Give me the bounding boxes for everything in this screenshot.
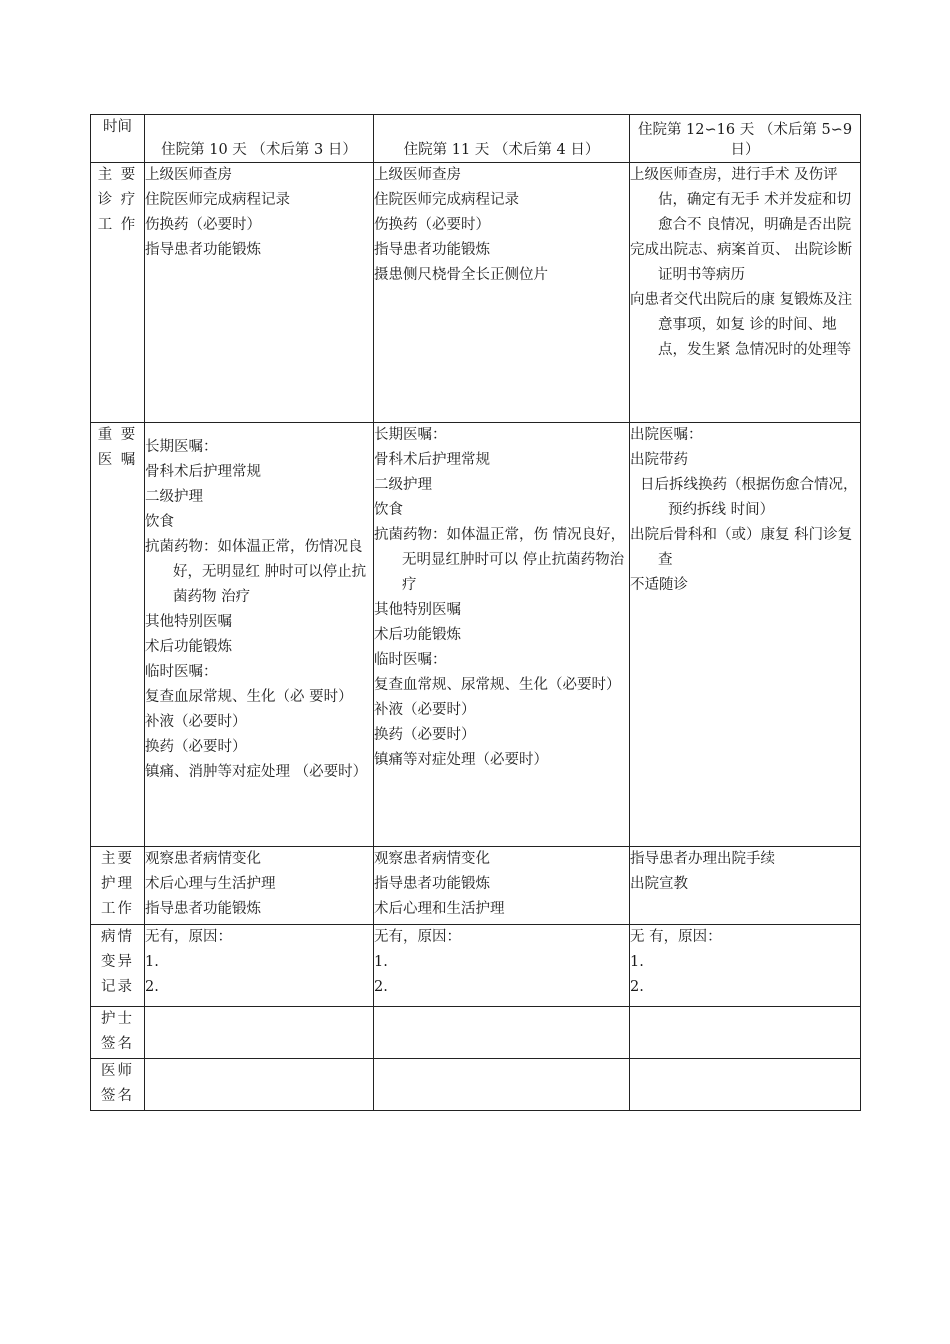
list-item: 指导患者功能锻炼	[374, 876, 490, 892]
nurse-signature-row	[91, 1007, 861, 1059]
list-item: 1.	[630, 954, 644, 970]
list-item: 抗菌药物：如体温正常，伤 情况良好，无明显红肿时可以 停止抗菌药物治疗	[374, 527, 626, 593]
row-label-line: 医师	[101, 1063, 134, 1079]
time-label: 时间	[103, 119, 132, 135]
row-label-line: 病情	[101, 929, 134, 945]
row-label-line: 签名	[101, 1088, 134, 1104]
list-item: 住院医师完成病程记录	[374, 192, 519, 208]
list-item: 1.	[374, 954, 388, 970]
orders-row	[91, 423, 861, 847]
header-row	[91, 115, 861, 163]
clinical-pathway-table	[90, 114, 861, 1111]
row-label-line: 护理	[101, 876, 134, 892]
variation-row	[91, 925, 861, 1007]
orders-label-cell	[91, 423, 145, 847]
list-item: 补液（必要时）	[374, 702, 476, 718]
variation-col1	[145, 925, 374, 1007]
list-item: 无有，原因：	[374, 929, 461, 945]
list-item: 镇痛、消肿等对症处理 （必要时）	[145, 764, 368, 780]
list-item: 上级医师查房	[145, 167, 232, 183]
list-item: 指导患者功能锻炼	[145, 901, 261, 917]
header-day10-text: 住院第 10 天 （术后第 3 日）	[161, 142, 357, 158]
list-item: 不适随诊	[630, 577, 688, 593]
doctor-signature-field-1[interactable]	[145, 1059, 374, 1111]
row-label-line: 医 嘱	[97, 452, 138, 468]
list-item: 出院宣教	[630, 876, 688, 892]
list-item: 其他特别医嘱	[145, 614, 232, 630]
nursing-col1	[145, 847, 374, 925]
variation-col2	[374, 925, 630, 1007]
list-item: 二级护理	[374, 477, 432, 493]
doctor-signature-field-2[interactable]	[374, 1059, 630, 1111]
list-item: 指导患者功能锻炼	[145, 242, 261, 258]
list-item: 2.	[630, 979, 644, 995]
nursing-label-cell	[91, 847, 145, 925]
header-day10	[145, 115, 374, 163]
list-item: 出院带药	[630, 452, 688, 468]
spacer	[145, 423, 373, 435]
nursing-row	[91, 847, 861, 925]
list-item: 1.	[145, 954, 159, 970]
row-label-line: 护士	[101, 1011, 134, 1027]
row-label-line: 主要	[101, 851, 134, 867]
list-item: 上级医师查房	[374, 167, 461, 183]
list-item: 住院医师完成病程记录	[145, 192, 290, 208]
list-item: 术后心理和生活护理	[374, 901, 505, 917]
list-item: 摄患侧尺桡骨全长正侧位片	[374, 267, 548, 283]
diagnosis-label-cell	[91, 163, 145, 423]
diagnosis-col1	[145, 163, 374, 423]
orders-col2	[374, 423, 630, 847]
list-item: 临时医嘱：	[374, 652, 447, 668]
row-label-line: 诊 疗	[97, 192, 138, 208]
list-item: 其他特别医嘱	[374, 602, 461, 618]
list-item: 长期医嘱：	[374, 427, 447, 443]
list-item: 抗菌药物：如体温正常，伤情况良好，无明显红 肿时可以停止抗菌药物 治疗	[145, 539, 367, 605]
list-item: 出院后骨科和（或）康复 科门诊复查	[630, 527, 853, 568]
list-item: 伤换药（必要时）	[374, 217, 490, 233]
list-item: 二级护理	[145, 489, 203, 505]
row-label-line: 工 作	[97, 217, 138, 233]
orders-col1	[145, 423, 374, 847]
list-item: 2.	[145, 979, 159, 995]
list-item: 饮食	[145, 514, 174, 530]
variation-col3	[630, 925, 861, 1007]
list-item: 指导患者功能锻炼	[374, 242, 490, 258]
list-item: 复查血常规、尿常规、生化（必要时）	[374, 677, 621, 693]
diagnosis-col2	[374, 163, 630, 423]
nursing-col2	[374, 847, 630, 925]
list-item: 换药（必要时）	[374, 727, 476, 743]
list-item: 2.	[374, 979, 388, 995]
nurse-sign-label-cell	[91, 1007, 145, 1059]
list-item: 出院医嘱：	[630, 427, 703, 443]
row-label-line: 变异	[101, 954, 134, 970]
list-item: 补液（必要时）	[145, 714, 247, 730]
header-day11	[374, 115, 630, 163]
list-item: 换药（必要时）	[145, 739, 247, 755]
row-label-line: 主 要	[97, 167, 138, 183]
header-day12-16-text: 住院第 12∽16 天 （术后第 5∽9 日）	[637, 122, 853, 158]
time-label-cell	[91, 115, 145, 163]
row-label-line: 签名	[101, 1036, 134, 1052]
nurse-signature-field-1[interactable]	[145, 1007, 374, 1059]
list-item: 术后功能锻炼	[374, 627, 461, 643]
nursing-col3	[630, 847, 861, 925]
list-item: 伤换药（必要时）	[145, 217, 261, 233]
list-item: 骨科术后护理常规	[374, 452, 490, 468]
row-label-line: 重 要	[97, 427, 138, 443]
header-day11-text: 住院第 11 天 （术后第 4 日）	[403, 142, 600, 158]
list-item: 完成出院志、病案首页、 出院诊断证明书等病历	[630, 242, 853, 283]
nurse-signature-field-3[interactable]	[630, 1007, 861, 1059]
nurse-signature-field-2[interactable]	[374, 1007, 630, 1059]
list-item: 复查血尿常规、生化（必 要时）	[145, 689, 353, 705]
list-item: 无有，原因：	[145, 929, 232, 945]
list-item: 观察患者病情变化	[145, 851, 261, 867]
list-item: 观察患者病情变化	[374, 851, 490, 867]
orders-col3	[630, 423, 861, 847]
list-item: 饮食	[374, 502, 403, 518]
list-item: 日后拆线换药（根据伤愈合情况，预约拆线 时间）	[640, 477, 858, 518]
list-item: 指导患者办理出院手续	[630, 851, 775, 867]
row-label-line: 记录	[101, 979, 134, 995]
list-item: 无 有，原因：	[630, 929, 722, 945]
list-item: 骨科术后护理常规	[145, 464, 261, 480]
list-item: 上级医师查房，进行手术 及伤评估，确定有无手 术并发症和切愈合不 良情况，明确是否出院	[630, 167, 852, 233]
list-item: 临时医嘱：	[145, 664, 218, 680]
doctor-signature-row	[91, 1059, 861, 1111]
list-item: 术后功能锻炼	[145, 639, 232, 655]
diagnosis-col3	[630, 163, 861, 423]
doctor-sign-label-cell	[91, 1059, 145, 1111]
list-item: 长期医嘱：	[145, 439, 218, 455]
list-item: 镇痛等对症处理（必要时）	[374, 752, 548, 768]
doctor-signature-field-3[interactable]	[630, 1059, 861, 1111]
row-label-line: 工作	[101, 901, 134, 917]
list-item: 向患者交代出院后的康 复锻炼及注意事项，如复 诊的时间、地点，发生紧 急情况时的处理等	[630, 292, 853, 358]
diagnosis-row	[91, 163, 861, 423]
header-day12-16	[630, 115, 861, 163]
list-item: 术后心理与生活护理	[145, 876, 276, 892]
variation-label-cell	[91, 925, 145, 1007]
